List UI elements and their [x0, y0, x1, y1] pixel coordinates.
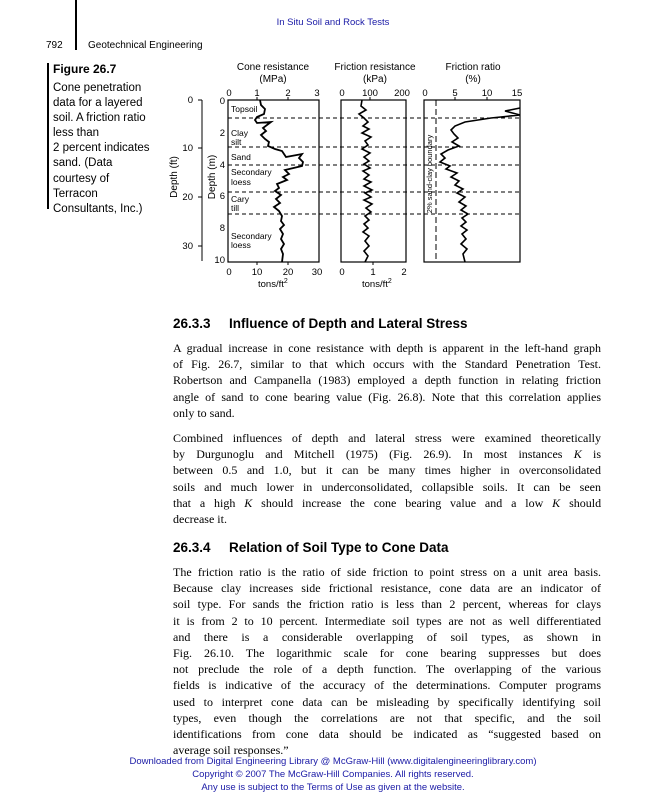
text-line: not preclude the role of a depth function. The overlapping of the various [173, 662, 601, 677]
section-title: Influence of Depth and Lateral Stress [229, 316, 468, 331]
section-heading-26-3-3 [173, 316, 468, 331]
friction-title: Friction resistance [334, 62, 416, 73]
text-line: and there is a considerable overlapping of soil types, as shown in [173, 629, 601, 644]
text-line: used to interpret cone data can be misleading by specifically identifying soil [173, 694, 601, 709]
text-line: decrease it. [173, 512, 227, 527]
section-title: Relation of Soil Type to Cone Data [229, 540, 449, 555]
figure-label: Figure 26.7 [53, 62, 117, 76]
friction-top-tick: 200 [394, 88, 410, 99]
ratio-title: Friction ratio [445, 62, 501, 73]
section-heading-26-3-4 [173, 540, 449, 555]
caption-line: 2 percent indicates [53, 142, 150, 155]
layer-label: Sand [231, 152, 251, 162]
cone-top-tick: 1 [254, 88, 260, 99]
caption-line: soil. A friction ratio [53, 112, 146, 125]
ratio-unit: (%) [465, 74, 481, 85]
text-line: soils and much lower in underconsolidated, collapsible soils. It can be seen [173, 479, 601, 494]
cone-bottom-tick: 10 [251, 267, 263, 278]
text-line: Fig. 26.10. The logarithmic scale for cone bearing suppresses but does [173, 646, 601, 661]
text-line: Because clay increases side frictional resistance, cone data are an indicator of [173, 581, 601, 596]
figure-caption [53, 81, 163, 217]
layer-label: Secondary [231, 167, 272, 177]
layer-label: Cary [231, 194, 249, 204]
paragraph-depth-function [173, 340, 601, 421]
text-line: Robertson and Campanella (1983) employed a depth function in relating friction [173, 373, 601, 388]
friction-top-tick: 0 [339, 88, 345, 99]
depth-m-tick: 4 [219, 160, 225, 171]
caption-line: Consultants, Inc.) [53, 202, 143, 215]
caption-line: courtesy of [53, 172, 110, 185]
depth-ft-tick: 0 [187, 95, 193, 106]
cone-bottom-tick: 0 [226, 267, 232, 278]
depth-ft-tick: 30 [182, 241, 193, 252]
caption-line: Terracon [53, 187, 98, 200]
layer-label: silt [231, 137, 242, 147]
layer-label: loess [231, 177, 251, 187]
text-line: soil type. For sands the friction ratio is less than 2 percent, whereas for clays [173, 597, 601, 612]
text-line: A gradual increase in cone resistance with depth is apparent in the left-hand graph [173, 341, 601, 355]
book-title: Geotechnical Engineering [88, 40, 203, 51]
layer-label: loess [231, 240, 251, 250]
section-number: 26.3.3 [173, 316, 211, 331]
cone-bottom-tick: 30 [311, 267, 323, 278]
caption-line: Cone penetration [53, 82, 142, 94]
ratio-top-tick: 0 [422, 88, 428, 99]
depth-ft-tick: 10 [182, 143, 193, 154]
text-line: it is from 2 to 10 percent. Intermediate soil types are not as well differentiated [173, 613, 601, 628]
text-line: types, even though the correlations are not that specific, and the soil [173, 710, 601, 725]
layer-boundaries [228, 118, 520, 214]
header-rule [75, 0, 77, 50]
caption-line: less than [53, 127, 100, 140]
cone-penetration-figure [165, 56, 525, 290]
paragraph-lateral-stress [173, 430, 601, 527]
friction-resistance-curve [359, 100, 372, 262]
friction-unit: (kPa) [363, 74, 387, 85]
cone-title: Cone resistance [236, 62, 310, 73]
layer-label: Clay [231, 128, 249, 138]
text-line: that a high K should increase the cone bearing value and a low K should [173, 495, 601, 510]
ratio-top-tick: 15 [511, 88, 523, 99]
footer-copyright: Copyright © 2007 The McGraw-Hill Companies. All rights reserved. [192, 769, 474, 780]
text-line: average soil responses.” [173, 743, 289, 758]
footer-download-link[interactable]: Downloaded from Digital Engineering Library @ McGraw-Hill (www.digitalengineeringlibrary.com) [129, 756, 537, 767]
friction-top-tick: 100 [362, 88, 378, 99]
friction-bottom-unit: tons/$ft^2$ [362, 278, 392, 290]
friction-panel [341, 100, 406, 262]
depth-m-tick: 2 [219, 128, 225, 139]
text-line: identifications from cone data should be indicated as “suggested based on [173, 727, 601, 742]
friction-bottom-tick: 2 [401, 267, 407, 278]
cone-bottom-tick: 20 [282, 267, 294, 278]
layer-label: Secondary [231, 231, 272, 241]
depth-m-label: Depth (m) [207, 154, 218, 200]
layer-label: till [231, 203, 240, 213]
footer-terms: Any use is subject to the Terms of Use as given at the website. [201, 782, 465, 793]
depth-ft-label: Depth (ft) [169, 156, 180, 198]
cone-unit: (MPa) [259, 74, 287, 85]
depth-m-tick: 0 [219, 96, 225, 107]
caption-line: sand. (Data [53, 157, 113, 170]
text-line: fields is indicative of the accuracy of the determinations. Computer programs [173, 678, 601, 693]
depth-ft-tick: 20 [182, 192, 193, 203]
section-number: 26.3.4 [173, 540, 211, 555]
cone-bottom-unit: tons/$ft^2$ [258, 278, 288, 290]
caption-line: data for a layered [53, 97, 143, 110]
ratio-top-tick: 5 [452, 88, 458, 99]
page-number: 792 [46, 40, 63, 51]
friction-ratio-curve [440, 108, 520, 262]
depth-m-tick: 8 [219, 223, 225, 234]
ratio-top-tick: 10 [481, 88, 493, 99]
boundary-label: 2% sand-clay boundary [425, 134, 434, 214]
depth-m-tick: 10 [214, 255, 225, 266]
text-line: of Fig. 26.7, similar to that which occurs with the Standard Penetration Test. [173, 357, 601, 372]
layer-label: Topsoil [231, 104, 258, 114]
cone-top-tick: 2 [285, 88, 291, 99]
ratio-panel [424, 100, 520, 262]
friction-bottom-tick: 0 [339, 267, 345, 278]
text-line: angle of sand to cone bearing value (Fig. 26.8). Note that this correlation applies [173, 389, 601, 404]
friction-bottom-tick: 1 [370, 267, 376, 278]
cone-top-tick: 3 [314, 88, 320, 99]
text-line: by Durgunoglu and Mitchell (1975) (Fig. 26.9). In most instances K is [173, 447, 601, 462]
depth-m-tick: 6 [219, 191, 225, 202]
running-head: In Situ Soil and Rock Tests [276, 17, 390, 28]
cone-top-tick: 0 [226, 88, 232, 99]
text-line: Combined influences of depth and lateral stress were examined theoretically [173, 431, 601, 445]
text-line: only to sand. [173, 405, 235, 420]
text-line: between 0.5 and 1.0, but it can be many times higher in overconsolidated [173, 463, 601, 478]
text-line: The friction ratio is the ratio of side friction to point stress on a unit area basis. [173, 565, 601, 579]
caption-rule [47, 63, 49, 209]
paragraph-soil-type [173, 564, 601, 758]
